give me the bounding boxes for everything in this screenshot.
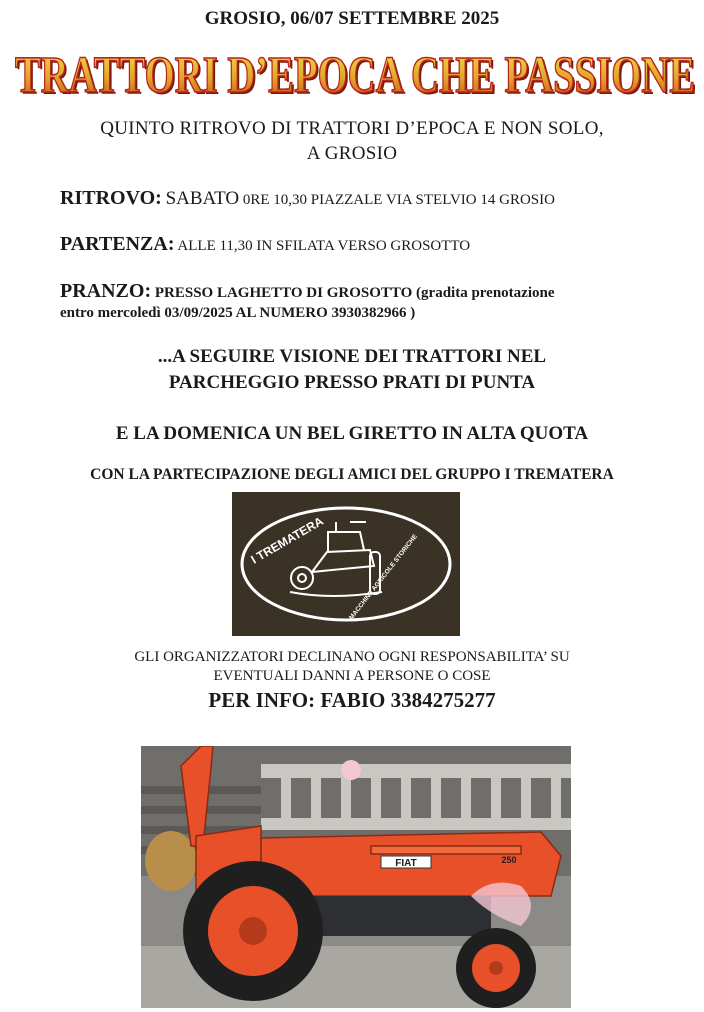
pranzo-text-2: entro mercoledì 03/09/2025 AL NUMERO 3930382966 ) <box>60 305 416 321</box>
ritrovo-label: RITROVO: <box>60 187 162 209</box>
pranzo-text-1: PRESSO LAGHETTO DI GROSOTTO (gradita prenotazione <box>154 285 555 301</box>
title-text: TRATTORI D’EPOCA CHE PASSIONE <box>15 47 695 102</box>
ritrovo-day: SABATO <box>165 188 240 209</box>
partenza-row <box>60 233 470 256</box>
domenica-note: E LA DOMENICA UN BEL GIRETTO IN ALTA QUOTA <box>115 423 589 444</box>
disclaimer-line-1: GLI ORGANIZZATORI DECLINANO OGNI RESPONSABILITA’ SU <box>134 649 570 665</box>
event-title <box>10 44 700 102</box>
pranzo-label: PRANZO: <box>60 280 152 302</box>
disclaimer-line-2: EVENTUALI DANNI A PERSONE O COSE <box>213 668 491 684</box>
logo-name: I TREMATERA <box>248 513 326 567</box>
photo-brand: FIAT <box>395 858 417 869</box>
subtitle-line-2: A GROSIO <box>306 143 398 164</box>
partenza-label: PARTENZA: <box>60 233 175 255</box>
subtitle-line-1: QUINTO RITROVO DI TRATTORI D’EPOCA E NON SOLO, <box>100 118 604 139</box>
rear-wheel <box>183 861 323 1001</box>
partenza-text: ALLE 11,30 IN SFILATA VERSO GROSOTTO <box>177 238 471 254</box>
ritrovo-row <box>60 187 555 210</box>
disclaimer <box>0 648 704 686</box>
photo-model: 250 <box>501 855 517 865</box>
partecipazione-note: CON LA PARTECIPAZIONE DEGLI AMICI DEL GRUPPO I TREMATERA <box>90 466 614 483</box>
logo-tagline: MACCHINE AGRICOLE STORICHE <box>348 533 419 622</box>
event-date: GROSIO, 06/07 SETTEMBRE 2025 <box>204 8 500 29</box>
seguire-line-2: PARCHEGGIO PRESSO PRATI DI PUNTA <box>168 372 536 393</box>
tractor-photo <box>141 746 571 1008</box>
contact-info: PER INFO: FABIO 3384275277 <box>208 688 496 712</box>
seguire-line-1: ...A SEGUIRE VISIONE DEI TRATTORI NEL <box>157 346 547 367</box>
ritrovo-text: 0RE 10,30 PIAZZALE VIA STELVIO 14 GROSIO <box>242 192 555 208</box>
subtitle <box>0 116 704 166</box>
title-shadow: TRATTORI D’EPOCA CHE PASSIONE <box>17 49 697 102</box>
trematera-logo <box>232 492 460 636</box>
front-wheel <box>456 928 536 1008</box>
pranzo-row <box>60 281 660 323</box>
seguire-note <box>0 344 704 396</box>
